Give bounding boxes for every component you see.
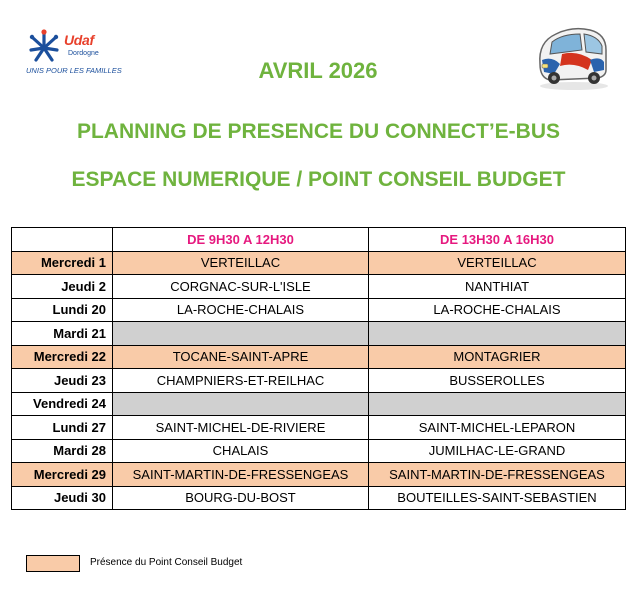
morning-location-cell: CORGNAC-SUR-L'ISLE — [113, 275, 369, 299]
logo-name: Udaf — [64, 32, 94, 48]
morning-location-cell: CHAMPNIERS-ET-REILHAC — [113, 369, 369, 393]
table-row — [12, 345, 626, 369]
legend-swatch — [26, 555, 80, 572]
afternoon-location-cell: SAINT-MICHEL-LEPARON — [369, 416, 626, 440]
table-row — [12, 275, 626, 299]
day-cell: Lundi 20 — [12, 298, 113, 322]
day-cell: Mardi 28 — [12, 439, 113, 463]
afternoon-location-cell: NANTHIAT — [369, 275, 626, 299]
morning-location-cell: VERTEILLAC — [113, 251, 369, 275]
planning-title: PLANNING DE PRESENCE DU CONNECT’E-BUS — [76, 120, 561, 143]
table-row — [12, 322, 626, 346]
table-row — [12, 416, 626, 440]
day-cell: Jeudi 2 — [12, 275, 113, 299]
header-morning: DE 9H30 A 12H30 — [113, 228, 369, 252]
morning-location-cell: LA-ROCHE-CHALAIS — [113, 298, 369, 322]
afternoon-location-cell: SAINT-MARTIN-DE-FRESSENGEAS — [369, 463, 626, 487]
afternoon-location-cell: BOUTEILLES-SAINT-SEBASTIEN — [369, 486, 626, 510]
table-header-row — [12, 228, 626, 252]
day-cell: Mercredi 22 — [12, 345, 113, 369]
afternoon-location-cell: VERTEILLAC — [369, 251, 626, 275]
table-row — [12, 439, 626, 463]
table-row — [12, 251, 626, 275]
day-cell: Vendredi 24 — [12, 392, 113, 416]
month-title: AVRIL 2026 — [258, 58, 378, 83]
logo-tagline: UNIS POUR LES FAMILLES — [26, 66, 122, 75]
morning-location-cell — [113, 322, 369, 346]
afternoon-location-cell: LA-ROCHE-CHALAIS — [369, 298, 626, 322]
afternoon-location-cell — [369, 392, 626, 416]
table-row — [12, 463, 626, 487]
legend-label: Présence du Point Conseil Budget — [90, 557, 243, 568]
afternoon-location-cell: BUSSEROLLES — [369, 369, 626, 393]
planning-subtitle: ESPACE NUMERIQUE / POINT CONSEIL BUDGET — [71, 168, 566, 191]
day-cell: Mercredi 29 — [12, 463, 113, 487]
day-cell: Mardi 21 — [12, 322, 113, 346]
afternoon-location-cell — [369, 322, 626, 346]
table-row — [12, 486, 626, 510]
table-row — [12, 298, 626, 322]
morning-location-cell: BOURG-DU-BOST — [113, 486, 369, 510]
day-cell: Mercredi 1 — [12, 251, 113, 275]
morning-location-cell: SAINT-MARTIN-DE-FRESSENGEAS — [113, 463, 369, 487]
morning-location-cell: CHALAIS — [113, 439, 369, 463]
afternoon-location-cell: JUMILHAC-LE-GRAND — [369, 439, 626, 463]
header-afternoon: DE 13H30 A 16H30 — [369, 228, 626, 252]
afternoon-location-cell: MONTAGRIER — [369, 345, 626, 369]
day-cell: Jeudi 30 — [12, 486, 113, 510]
header-corner-cell — [12, 228, 113, 252]
table-row — [12, 369, 626, 393]
day-cell: Lundi 27 — [12, 416, 113, 440]
planning-table — [11, 227, 626, 510]
table-row — [12, 392, 626, 416]
morning-location-cell — [113, 392, 369, 416]
logo-subtitle: Dordogne — [68, 50, 99, 57]
day-cell: Jeudi 23 — [12, 369, 113, 393]
morning-location-cell: SAINT-MICHEL-DE-RIVIERE — [113, 416, 369, 440]
morning-location-cell: TOCANE-SAINT-APRE — [113, 345, 369, 369]
